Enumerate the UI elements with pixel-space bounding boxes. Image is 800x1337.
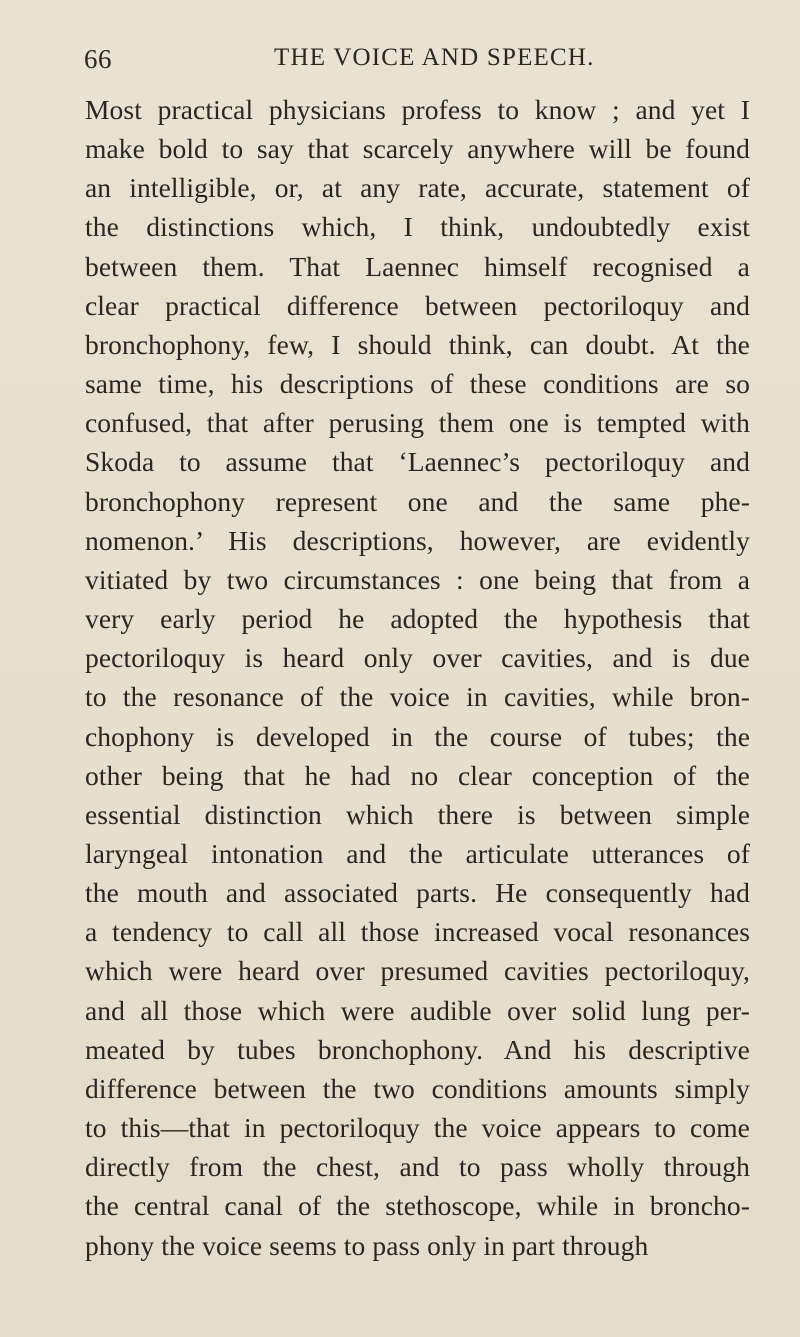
text-line: difference between the two conditions amounts simply bbox=[85, 1072, 750, 1104]
text-line: pectoriloquy is heard only over cavities, and is due bbox=[85, 642, 750, 674]
text-line: clear practical difference between pectoriloquy and bbox=[85, 289, 750, 321]
text-line: to the resonance of the voice in cavities, while bron- bbox=[85, 681, 750, 713]
text-line: other being that he had no clear conception of the bbox=[85, 759, 750, 791]
text-line: the mouth and associated parts. He consequently had bbox=[85, 877, 750, 909]
text-line: very early period he adopted the hypothesis that bbox=[85, 603, 750, 635]
text-line: meated by tubes bronchophony. And his descriptive bbox=[85, 1033, 750, 1065]
body-paragraph bbox=[85, 90, 750, 1265]
text-line: Skoda to assume that ‘Laennec’s pectoriloquy and bbox=[85, 446, 750, 478]
page-number: 66 bbox=[84, 44, 112, 74]
text-line: laryngeal intonation and the articulate utterances of bbox=[85, 837, 750, 869]
text-line: bronchophony represent one and the same phe- bbox=[85, 485, 750, 517]
text-line: confused, that after perusing them one is tempted with bbox=[85, 407, 750, 439]
text-line: between them. That Laennec himself recognised a bbox=[85, 250, 750, 282]
text-line: to this—that in pectoriloquy the voice appears to come bbox=[85, 1112, 750, 1144]
text-line: chophony is developed in the course of tubes; the bbox=[85, 720, 750, 752]
text-line: bronchophony, few, I should think, can doubt. At the bbox=[85, 328, 750, 360]
text-line: the distinctions which, I think, undoubtedly exist bbox=[85, 211, 750, 243]
text-line: phony the voice seems to pass only in part through bbox=[85, 1229, 649, 1261]
text-line: make bold to say that scarcely anywhere will be found bbox=[85, 133, 750, 165]
text-line: which were heard over presumed cavities pectoriloquy, bbox=[85, 955, 750, 987]
text-line: essential distinction which there is between simple bbox=[85, 798, 750, 830]
text-line: same time, his descriptions of these conditions are so bbox=[85, 368, 750, 400]
text-line: nomenon.’ His descriptions, however, are evidently bbox=[85, 524, 750, 556]
text-line: Most practical physicians profess to know ; and yet I bbox=[85, 94, 750, 125]
text-line: a tendency to call all those increased vocal resonances bbox=[85, 916, 750, 948]
text-line: an intelligible, or, at any rate, accurate, statement of bbox=[85, 172, 750, 204]
text-line: directly from the chest, and to pass wholly through bbox=[85, 1151, 750, 1183]
text-line: the central canal of the stethoscope, while in broncho- bbox=[85, 1190, 750, 1222]
running-title: THE VOICE AND SPEECH. bbox=[274, 44, 595, 71]
text-line: and all those which were audible over solid lung per- bbox=[85, 994, 750, 1026]
text-line: vitiated by two circumstances : one being that from a bbox=[85, 563, 750, 595]
running-head bbox=[84, 44, 744, 84]
